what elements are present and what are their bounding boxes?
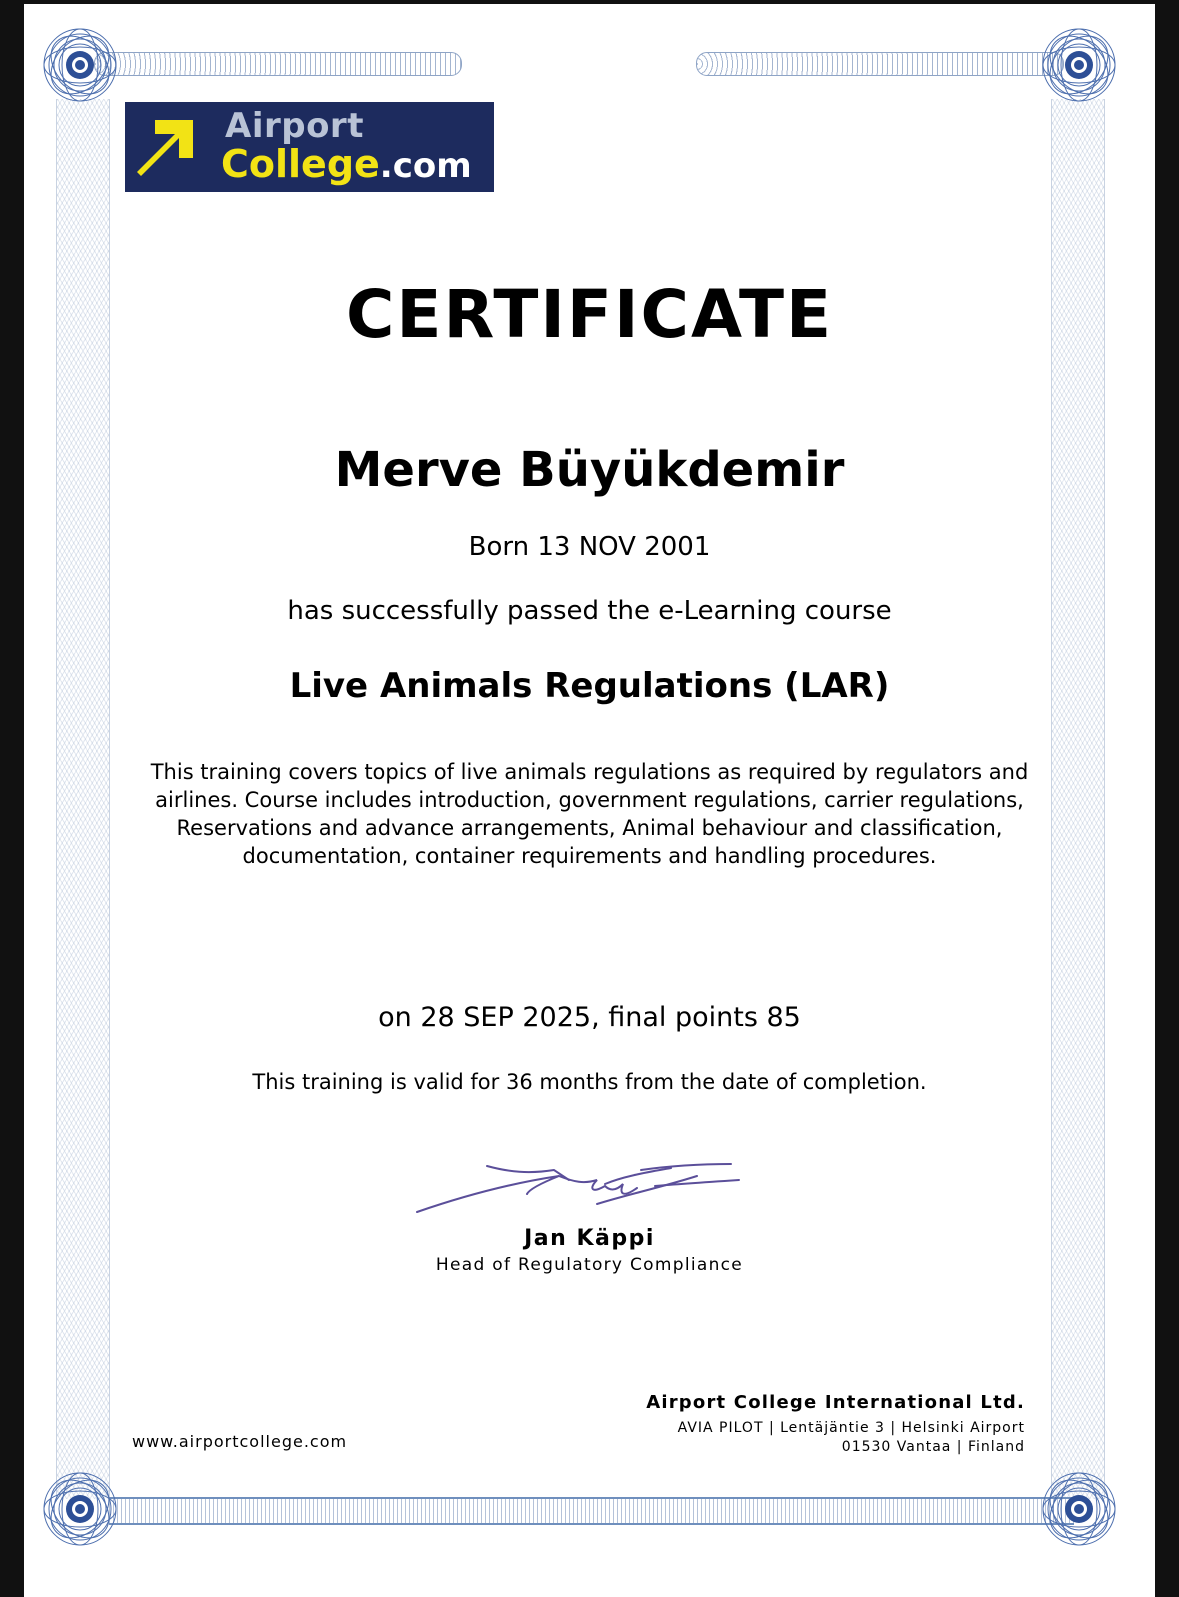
logo-line-college [221, 142, 472, 186]
logo-college-text: College [221, 142, 380, 186]
signatory-name: Jan Käppi [524, 1226, 655, 1251]
signatory-title: Head of Regulatory Compliance [435, 1255, 744, 1275]
arrow-icon [133, 110, 207, 184]
company-address-line2: 01530 Vantaa | Finland [841, 1439, 1025, 1455]
signature-image [409, 1154, 749, 1234]
airport-college-logo [125, 102, 494, 192]
birth-date: Born 13 NOV 2001 [468, 532, 711, 562]
rosette-icon [1040, 26, 1118, 104]
logo-dotcom-text: .com [379, 146, 472, 186]
passed-statement: has successfully passed the e-Learning course [287, 596, 892, 626]
rosette-icon [1040, 1470, 1118, 1548]
company-info [646, 1392, 1025, 1457]
certificate-title: CERTIFICATE [345, 276, 834, 353]
rosette-icon [41, 26, 119, 104]
logo-line-airport: Airport [225, 106, 364, 146]
course-description: This training covers topics of live animals regulations as required by regulators and airlines. Course includes introduction, government regulations, carrier regulations, Reservations and advance arrangements, Animal behaviour and classification, documentation, container requirements and handling procedures. [150, 760, 1029, 868]
top-right-guilloche-border [696, 52, 1064, 76]
company-address-line1: AVIA PILOT | Lentäjäntie 3 | Helsinki Airport [677, 1420, 1025, 1436]
validity-statement: This training is valid for 36 months from the date of completion. [252, 1070, 927, 1094]
completion-date-and-points: on 28 SEP 2025, final points 85 [378, 1002, 801, 1033]
recipient-name: Merve Büyükdemir [334, 442, 845, 498]
bottom-guilloche-border [109, 1497, 1074, 1525]
certificate-sheet [24, 4, 1155, 1597]
rosette-icon [41, 1470, 119, 1548]
website-url: www.airportcollege.com [132, 1432, 348, 1451]
course-name: Live Animals Regulations (LAR) [289, 666, 890, 706]
top-left-guilloche-border [94, 52, 462, 76]
company-name: Airport College International Ltd. [646, 1392, 1025, 1413]
